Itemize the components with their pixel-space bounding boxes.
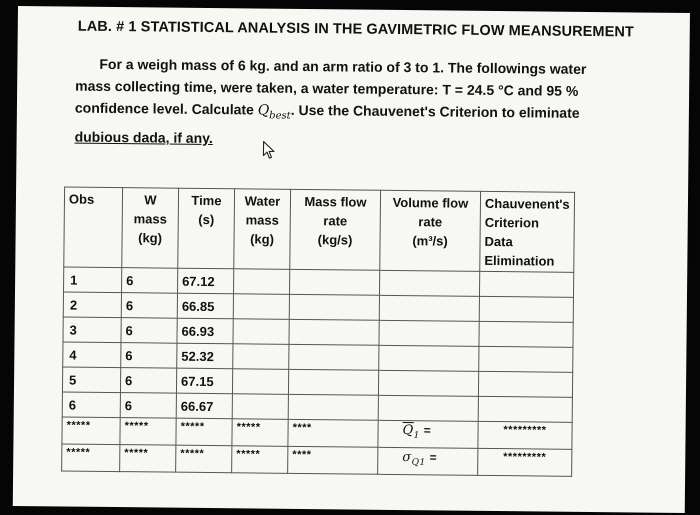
star-cell: **** (288, 446, 378, 474)
cell-obs: 2 (63, 292, 121, 318)
col-header-chauvenet: Chauvenent's Criterion Data Elimination (480, 191, 575, 272)
cell-mass-flow (289, 319, 379, 345)
star-cell: **** (288, 419, 378, 447)
star-cell: ***** (232, 419, 288, 447)
mean-q-cell: $\overline{Q}_1$ = (378, 420, 478, 448)
cell-volume-flow (379, 295, 479, 321)
problem-line-1: For a weigh mass of 6 kg. and an arm ratio of 3 to 1. The followings water (99, 55, 587, 77)
cell-water-mass (233, 294, 289, 320)
cell-w: 6 (121, 293, 177, 319)
summary-row-sigma (62, 444, 572, 476)
page-title: LAB. # 1 STATISTICAL ANALYSIS IN THE GAVIMETRIC FLOW MEANSUREMENT (77, 18, 635, 41)
cell-volume-flow (379, 270, 479, 296)
col-header-volume-flow: Volume flow rate (m³/s) (380, 190, 481, 271)
col-header-mass-flow: Mass flow rate (kg/s) (290, 189, 381, 270)
cell-water-mass (232, 394, 288, 420)
star-cell: ***** (62, 417, 120, 445)
cell-time: 67.12 (178, 268, 234, 294)
star-cell: ***** (120, 445, 176, 473)
cell-obs: 5 (62, 367, 120, 393)
cell-mass-flow (289, 344, 379, 370)
problem-line-2: mass collecting time, were taken, a water temperature: T = 24.5 °C and 95 % (75, 77, 579, 99)
cell-water-mass (233, 319, 289, 345)
q-bar-symbol: $\overline{Q}_1$ (402, 423, 420, 441)
cell-mass-flow (289, 294, 379, 320)
problem-line-3-end: . Use the Chauvenet's Criterion to eliminate (290, 101, 580, 121)
cell-time: 66.67 (176, 393, 232, 419)
star-cell: ***** (120, 418, 176, 446)
worksheet-page (13, 6, 690, 513)
cell-time: 66.85 (177, 293, 233, 319)
star-cell: ***** (62, 444, 120, 472)
cell-w: 6 (121, 343, 177, 369)
cell-chauvenet (478, 371, 572, 397)
q-best-symbol: $Q_{best}$ (257, 102, 291, 122)
problem-statement (75, 53, 616, 153)
cell-chauvenet (479, 296, 573, 322)
cell-water-mass (233, 344, 289, 370)
cell-volume-flow (378, 395, 478, 421)
star-cell: ***** (176, 445, 232, 473)
cell-chauvenet (478, 396, 572, 422)
sigma-q1-symbol: $\sigma_{Q1}$ (402, 450, 426, 468)
col-header-obs: Obs (64, 187, 123, 268)
cell-time: 52.32 (177, 343, 233, 369)
cell-w: 6 (120, 393, 176, 419)
cell-chauvenet (479, 271, 573, 297)
cell-chauvenet (479, 346, 573, 372)
cell-water-mass (232, 369, 288, 395)
cell-w: 6 (121, 318, 177, 344)
data-table (61, 186, 575, 476)
cell-w: 6 (122, 268, 178, 294)
cell-obs: 1 (64, 267, 122, 293)
problem-line-4: dubious dada, if any. (74, 128, 213, 146)
cell-time: 67.15 (176, 368, 232, 394)
star-cell: ***** (232, 446, 288, 474)
col-header-w-mass: W mass (kg) (122, 188, 179, 269)
star-cell: ********* (478, 421, 572, 449)
cell-volume-flow (379, 345, 479, 371)
cell-obs: 3 (63, 317, 121, 343)
cell-obs: 6 (62, 392, 120, 418)
cell-obs: 4 (63, 342, 121, 368)
sigma-q-cell: $\sigma_{Q1}$ = (378, 447, 478, 475)
cell-volume-flow (378, 370, 478, 396)
cell-w: 6 (120, 368, 176, 394)
col-header-time: Time (s) (178, 188, 235, 269)
star-cell: ********* (478, 448, 572, 476)
header-row (64, 187, 575, 272)
cell-time: 66.93 (177, 318, 233, 344)
col-header-water-mass: Water mass (kg) (234, 189, 291, 270)
star-cell: ***** (176, 418, 232, 446)
cell-water-mass (233, 269, 289, 295)
mouse-pointer-icon (261, 141, 277, 161)
cell-volume-flow (379, 320, 479, 346)
cell-mass-flow (288, 394, 378, 420)
cell-mass-flow (288, 369, 378, 395)
cell-chauvenet (479, 321, 573, 347)
problem-line-3-start: confidence level. Calculate (74, 99, 254, 118)
cell-mass-flow (289, 269, 379, 295)
